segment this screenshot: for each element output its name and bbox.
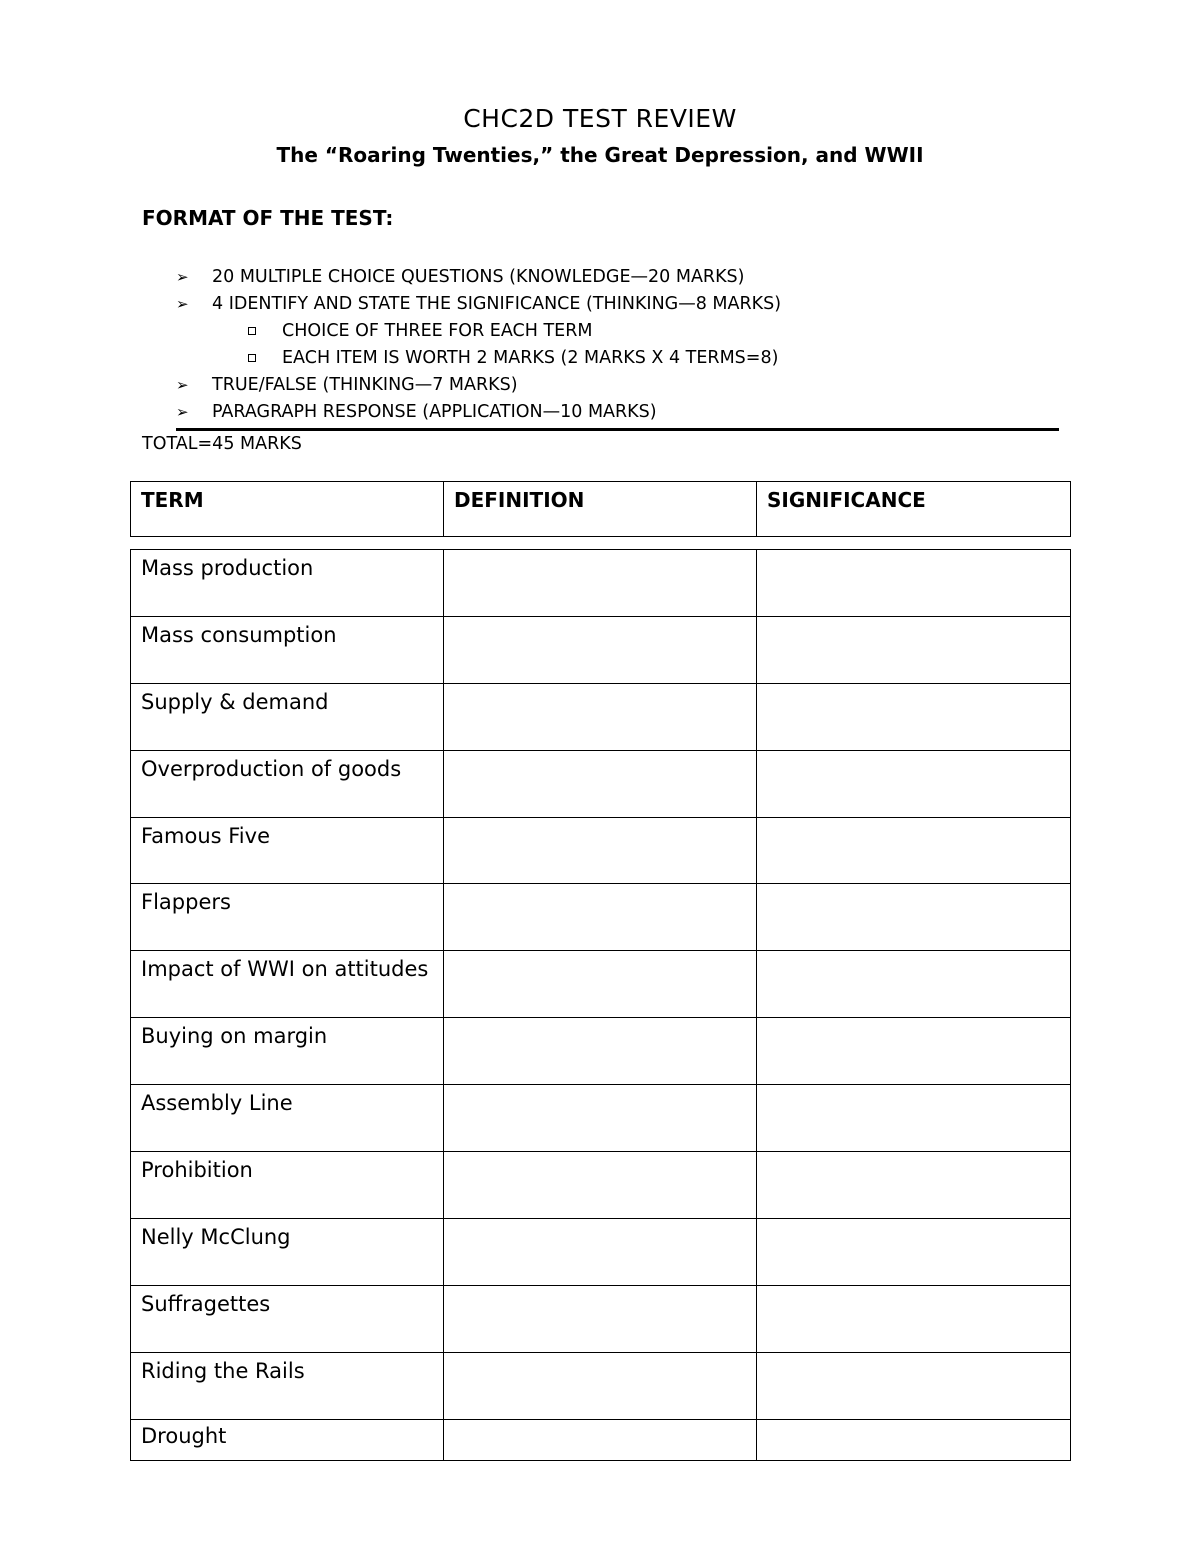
- term-cell: Impact of WWI on attitudes: [131, 951, 444, 1018]
- significance-cell[interactable]: [757, 1419, 1071, 1460]
- term-cell: Nelly McClung: [131, 1218, 444, 1285]
- page-subtitle: The “Roaring Twenties,” the Great Depression, and WWII: [276, 143, 924, 167]
- table-row: [131, 683, 1071, 750]
- definition-cell[interactable]: [444, 1419, 757, 1460]
- significance-cell[interactable]: [757, 550, 1071, 617]
- term-cell: Mass production: [131, 550, 444, 617]
- term-cell: Mass consumption: [131, 616, 444, 683]
- definition-cell[interactable]: [444, 750, 757, 817]
- list-item: [176, 399, 781, 426]
- table-row: [131, 1285, 1071, 1352]
- significance-cell[interactable]: [757, 1285, 1071, 1352]
- definition-cell[interactable]: [444, 1352, 757, 1419]
- list-item: [176, 264, 781, 291]
- term-cell: Supply & demand: [131, 683, 444, 750]
- term-cell: Flappers: [131, 884, 444, 951]
- table-row: [131, 1419, 1071, 1460]
- term-cell: Suffragettes: [131, 1285, 444, 1352]
- significance-cell[interactable]: [757, 1018, 1071, 1085]
- term-cell: Famous Five: [131, 817, 444, 884]
- definition-cell[interactable]: [444, 951, 757, 1018]
- significance-cell[interactable]: [757, 817, 1071, 884]
- sub-list-item: [176, 345, 781, 372]
- terms-table: [130, 549, 1071, 1461]
- term-cell: Buying on margin: [131, 1018, 444, 1085]
- significance-cell[interactable]: [757, 750, 1071, 817]
- table-row: [131, 1218, 1071, 1285]
- significance-cell[interactable]: [757, 1218, 1071, 1285]
- list-item-text: PARAGRAPH RESPONSE (APPLICATION—10 MARKS): [212, 402, 657, 422]
- significance-cell[interactable]: [757, 1152, 1071, 1219]
- term-cell: Riding the Rails: [131, 1352, 444, 1419]
- significance-cell[interactable]: [757, 683, 1071, 750]
- square-bullet-icon: [248, 354, 256, 362]
- list-item-text: 20 MULTIPLE CHOICE QUESTIONS (KNOWLEDGE—20 MARKS): [212, 267, 745, 287]
- divider: [176, 428, 1059, 431]
- column-header-term: TERM: [131, 482, 444, 537]
- definition-cell[interactable]: [444, 1152, 757, 1219]
- table-row: [131, 616, 1071, 683]
- definition-cell[interactable]: [444, 1085, 757, 1152]
- table-row: [131, 951, 1071, 1018]
- page-title: CHC2D TEST REVIEW: [463, 104, 737, 133]
- format-heading: FORMAT OF THE TEST:: [142, 206, 394, 230]
- significance-cell[interactable]: [757, 884, 1071, 951]
- significance-cell[interactable]: [757, 1352, 1071, 1419]
- arrow-bullet-icon: ➢: [176, 403, 189, 421]
- significance-cell[interactable]: [757, 951, 1071, 1018]
- column-header-definition: DEFINITION: [444, 482, 757, 537]
- header-row: [131, 482, 1071, 537]
- list-item-text: TRUE/FALSE (THINKING—7 MARKS): [212, 375, 518, 395]
- term-cell: Prohibition: [131, 1152, 444, 1219]
- significance-cell[interactable]: [757, 616, 1071, 683]
- header-table: [130, 481, 1071, 537]
- term-cell: Assembly Line: [131, 1085, 444, 1152]
- definition-cell[interactable]: [444, 884, 757, 951]
- column-header-significance: SIGNIFICANCE: [757, 482, 1071, 537]
- square-bullet-icon: [248, 327, 256, 335]
- format-list: [176, 264, 781, 426]
- arrow-bullet-icon: ➢: [176, 376, 189, 394]
- list-item: [176, 372, 781, 399]
- table-row: [131, 1085, 1071, 1152]
- definition-cell[interactable]: [444, 550, 757, 617]
- total-marks: TOTAL=45 MARKS: [142, 434, 302, 454]
- definition-cell[interactable]: [444, 1285, 757, 1352]
- arrow-bullet-icon: ➢: [176, 295, 189, 313]
- significance-cell[interactable]: [757, 1085, 1071, 1152]
- definition-cell[interactable]: [444, 817, 757, 884]
- sub-list-item: [176, 318, 781, 345]
- table-row: [131, 817, 1071, 884]
- list-item: [176, 291, 781, 318]
- list-item-text: EACH ITEM IS WORTH 2 MARKS (2 MARKS X 4 TERMS=8): [282, 348, 779, 368]
- list-item-text: 4 IDENTIFY AND STATE THE SIGNIFICANCE (THINKING—8 MARKS): [212, 294, 782, 314]
- table-row: [131, 884, 1071, 951]
- table-row: [131, 1352, 1071, 1419]
- term-cell: Drought: [131, 1419, 444, 1460]
- list-item-text: CHOICE OF THREE FOR EACH TERM: [282, 321, 593, 341]
- definition-cell[interactable]: [444, 1018, 757, 1085]
- table-row: [131, 1018, 1071, 1085]
- table-row: [131, 1152, 1071, 1219]
- term-cell: Overproduction of goods: [131, 750, 444, 817]
- arrow-bullet-icon: ➢: [176, 268, 189, 286]
- table-row: [131, 750, 1071, 817]
- table-row: [131, 550, 1071, 617]
- definition-cell[interactable]: [444, 1218, 757, 1285]
- definition-cell[interactable]: [444, 683, 757, 750]
- definition-cell[interactable]: [444, 616, 757, 683]
